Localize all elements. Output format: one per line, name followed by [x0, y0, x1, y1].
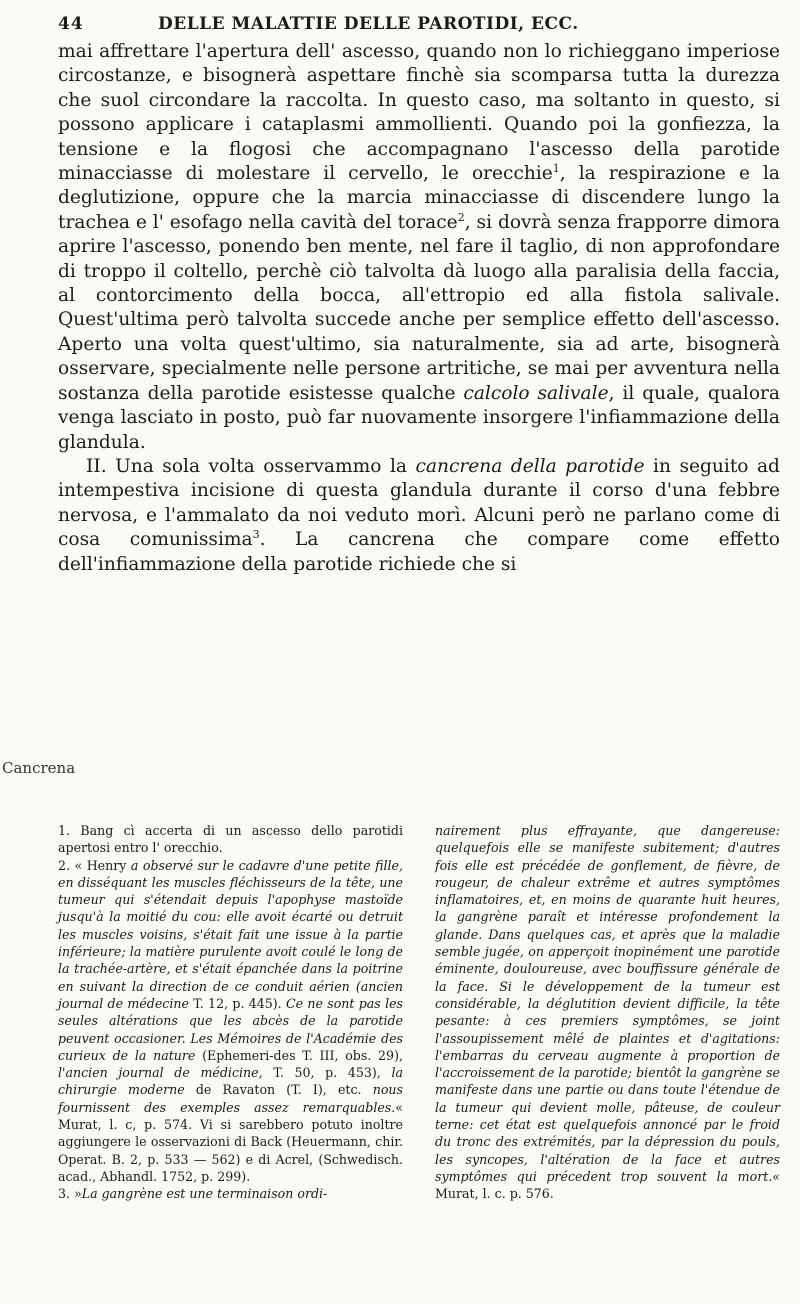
footnotes-left-column — [58, 822, 403, 1203]
page-number: 44 — [58, 14, 84, 34]
footnote-ref-2[interactable]: 2 — [457, 210, 465, 224]
footnotes-right-column — [435, 822, 780, 1203]
running-title: DELLE MALATTIE DELLE PAROTIDI, ECC. — [158, 14, 579, 34]
footnote-2: 2. « Henry a observé sur le cadavre d'une petite fille, en disséquant les muscles fléchisseurs de la tête, une tumeur qui s'étendait depuis l'apophyse mastoïde jusqu'à la moitié du cou: elle avoit écarté ou detruit les muscles voisins, s'était fait une issue à la partie inférieure; la matière purulente avoit coulé le long de la trachée-artère, et s'était épanchée dans la poitrine en suivant la direction de ce conduit aérien (ancien journal de médecine T. 12, p. 445). Ce ne sont pas les seules altérations que les abcès de la parotide peuvent occasioner. Les Mémoires de l'Académie des curieux de la nature (Ephemeri-des T. III, obs. 29), l'ancien journal de médicine, T. 50, p. 453), la chirurgie moderne de Ravaton (T. I), etc. nous fournissent des exemples assez remarquables.« Murat, l. c, p. 574. Vi si sarebbero potuto inoltre aggiungere le osservazioni di Back (Heuermann, chir. Operat. B. 2, p. 533 — 562) e di Acrel, (Schwedisch. acad., Abhandl. 1752, p. 299). — [58, 857, 404, 1184]
margin-note: Cancrena — [2, 759, 76, 777]
footnote-3: 3. »La gangrène est une terminaison ordi- — [58, 1186, 328, 1202]
footnote-1: 1. Bang cì accerta di un ascesso dello parotidi apertosi entro l' orecchio. — [58, 823, 403, 856]
main-text — [58, 40, 780, 577]
paragraph-1: mai affrettare l'apertura dell' ascesso, quando non lo richieggano imperiose circostanze, e bisognerà aspettare finchè sia scomparsa tutta la durezza che suol circondare la raccolta. In questo caso, ma soltanto in questo, si possono applicare i cataplasmi ammollienti. Quando poi la gonfiezza, la tensione e la flogosi che accompagnano l'ascesso della parotide minacciasse di molestare il cervello, le orecchie$^1$, la respirazione e la deglutizione, oppure che la marcia minacciasse di discendere lungo la trachea e l' esofago nella cavità del torace$^2$, si dovrà senza frapporre dimora aprire l'ascesso, ponendo ben mente, nel fare il taglio, di non approfondare di troppo il coltello, perchè ciò talvolta dà luogo alla paralisia della faccia, al contorcimento della bocca, all'ettropio ed alla fistola salivale. Quest'ultima però talvolta succede anche per semplice effetto dell'ascesso. Aperto una volta quest'ultimo, sia naturalmente, sia ad arte, bisognerà osservare, specialmente nelle persone artritiche, se mai per avventura nella sostanza della parotide esistesse qualche calcolo salivale, il quale, qualora venga lasciato in posto, può far nuovamente insorgere l'infiammazione della glandula. — [58, 41, 780, 453]
footnote-3-continued: nairement plus effrayante, que dangereuse: quelquefois elle se manifeste subitement; d'autres fois elle est précédée de gonflement, de fièvre, de rougeur, de chaleur extrême et autres symptômes inflamatoires, et, en moins de quarante huit heures, la gangrène paraît et intéresse profondement la glande. Dans quelques cas, et après que la maladie semble jugée, on apperçoit inopinément une parotide éminente, douloureuse, avec bouffissure générale de la face. Si le développement de la tumeur est considérable, la déglutition devient difficile, la tête pesante: à ces premiers symptômes, se joint l'assoupissement mêlé de plaintes et d'agitations: l'embarras du cerveau augmente à proportion de l'accroissement de la parotide; bientôt la gangrène se manifeste dans une partie ou dans toute l'étendue de la tumeur qui devient molle, pâteuse, de couleur terne: cet état est quelquefois annoncé par le froid du tronc des extrémités, par la dépression du pouls, les syncopes, l'altération de la face et autres symptômes qui précedent trop souvent la mort.« Murat, l. c. p. 576. — [435, 823, 780, 1202]
page-header — [58, 12, 778, 38]
footnote-ref-3[interactable]: 3 — [252, 527, 260, 541]
paragraph-2: II. Una sola volta osservammo la cancrena della parotide in seguito ad intempestiva incisione di questa glandula durante il corso d'una febbre nervosa, e l'ammalato da noi veduto morì. Alcuni però ne parlano come di cosa comunissima$^3$. La cancrena che compare come effetto dell'infiammazione della parotide richiede che si — [58, 455, 781, 575]
footnote-ref-1[interactable]: 1 — [552, 161, 560, 175]
